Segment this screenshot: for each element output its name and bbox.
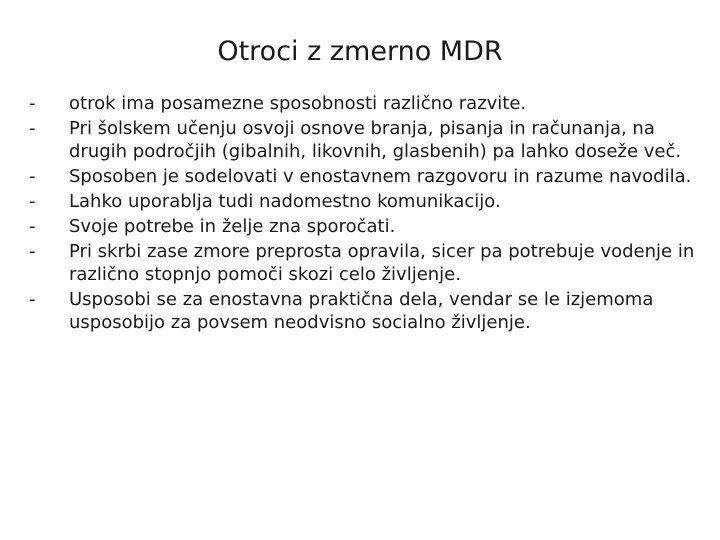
bullet-text: Pri skrbi zase zmore preprosta opravila, sicer pa potrebuje vodenje in različno stopnjo pomoči skozi celo življenje. xyxy=(69,241,695,285)
bullet-marker: - xyxy=(29,118,36,139)
bullet-list xyxy=(29,92,709,336)
bullet-marker: - xyxy=(29,191,36,212)
bullet-item xyxy=(29,117,709,163)
bullet-marker: - xyxy=(29,241,36,262)
bullet-text: Pri šolskem učenju osvoji osnove branja, pisanja in računanja, na drugih področjih (gibalnih, likovnih, glasbenih) pa lahko doseže več. xyxy=(69,118,682,162)
bullet-item xyxy=(29,165,709,188)
bullet-marker: - xyxy=(29,216,36,237)
bullet-item xyxy=(29,240,709,286)
bullet-text: Usposobi se za enostavna praktična dela, vendar se le izjemoma usposobijo za povsem neodvisno socialno življenje. xyxy=(69,289,654,333)
bullet-item xyxy=(29,288,709,334)
bullet-item xyxy=(29,92,709,115)
slide-title: Otroci z zmerno MDR xyxy=(217,36,503,67)
bullet-marker: - xyxy=(29,289,36,310)
bullet-item xyxy=(29,215,709,238)
bullet-text: otrok ima posamezne sposobnosti različno razvite. xyxy=(69,93,527,114)
bullet-text: Svoje potrebe in želje zna sporočati. xyxy=(69,216,396,237)
bullet-text: Sposoben je sodelovati v enostavnem razgovoru in razume navodila. xyxy=(69,166,692,187)
bullet-marker: - xyxy=(29,166,36,187)
bullet-marker: - xyxy=(29,93,36,114)
bullet-text: Lahko uporablja tudi nadomestno komunikacijo. xyxy=(69,191,501,212)
bullet-item xyxy=(29,190,709,213)
